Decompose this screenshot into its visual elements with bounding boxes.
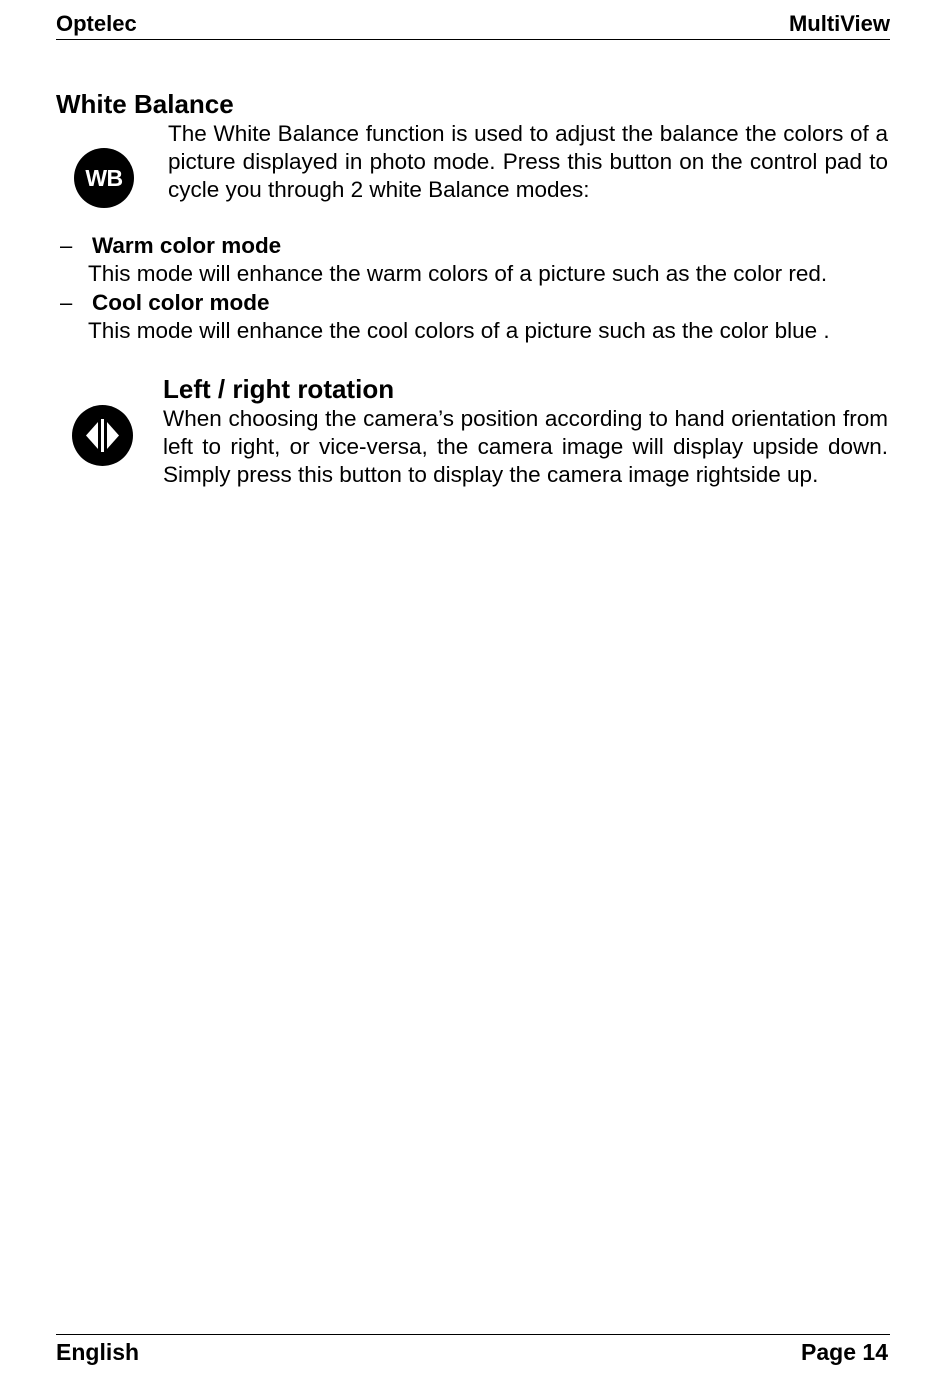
page-header <box>56 10 890 40</box>
rotation-title: Left / right rotation <box>163 374 395 404</box>
header-brand: Optelec <box>56 11 137 36</box>
wb-button-icon <box>74 148 134 208</box>
warm-mode-description: This mode will enhance the warm colors of a picture such as the color red. <box>88 261 828 286</box>
footer-language: English <box>56 1339 140 1365</box>
rotation-description: When choosing the camera’s position according to hand orientation from left to right, or vice-versa, the camera image will display upside down. Simply press this button to display the camera image rightside up. <box>163 406 888 487</box>
left-right-arrows-icon <box>72 405 133 466</box>
warm-mode-title: Warm color mode <box>92 233 282 258</box>
footer-page-number: Page 14 <box>801 1339 888 1365</box>
cool-mode-title: Cool color mode <box>92 290 270 315</box>
cool-mode-dash: – <box>60 290 73 315</box>
white-balance-description: The White Balance function is used to adjust the balance the colors of a picture displayed in photo mode. Press this button on the control pad to cycle you through 2 white Balance modes: <box>168 121 888 202</box>
wb-icon-label: WB <box>85 164 123 191</box>
warm-mode-dash: – <box>60 233 73 258</box>
white-balance-title: White Balance <box>56 89 234 119</box>
cool-mode-description: This mode will enhance the cool colors of a picture such as the color blue . <box>88 318 830 343</box>
header-product: MultiView <box>788 11 890 36</box>
rotation-button-icon <box>72 405 133 466</box>
page-footer <box>56 1334 890 1371</box>
